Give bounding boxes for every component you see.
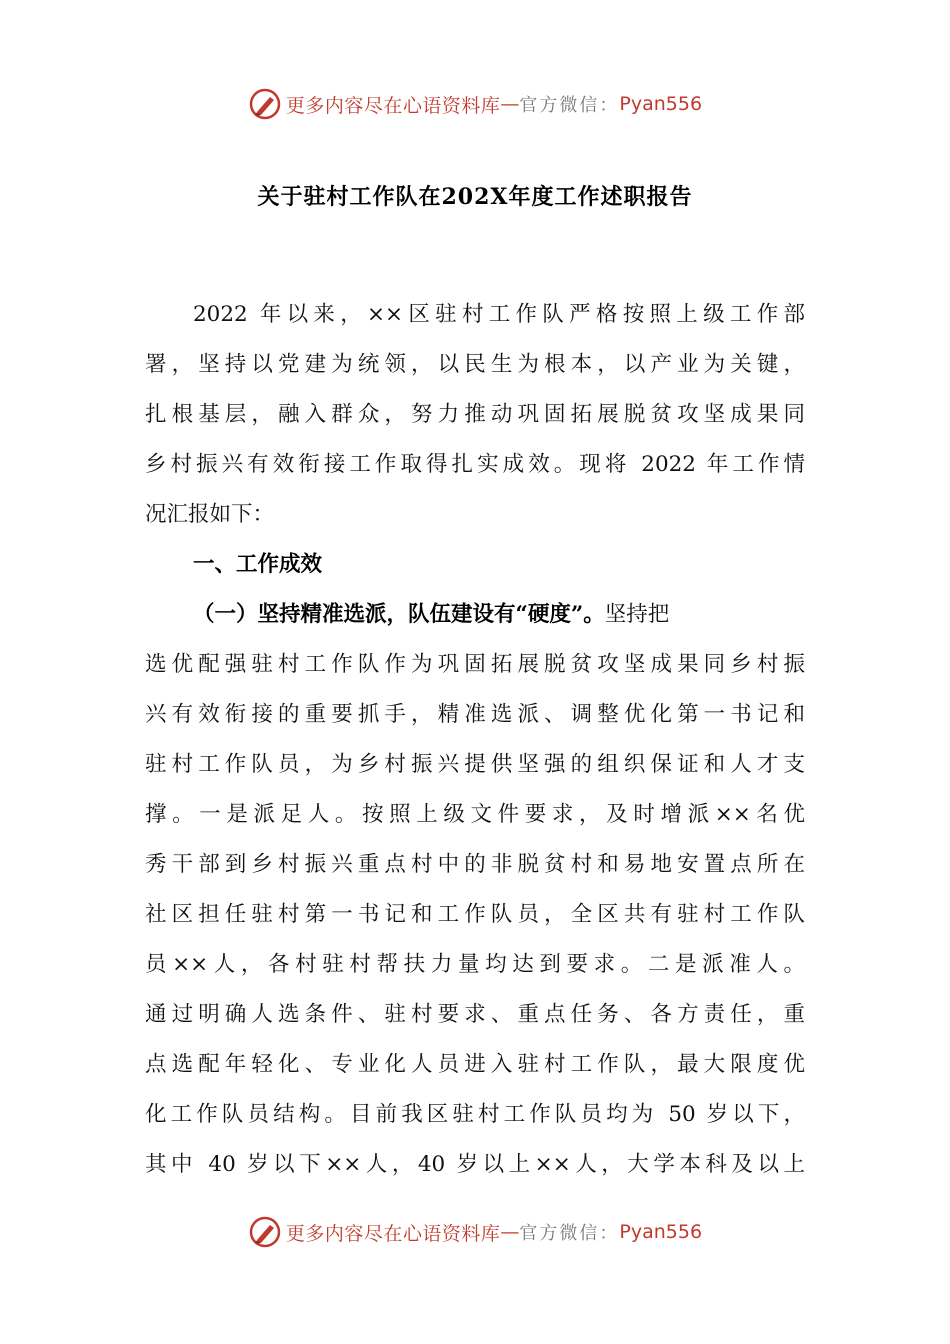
body-line: 社区担任驻村第一书记和工作队员，全区共有驻村工作队 [145, 902, 805, 927]
body-line: 点选配年轻化、专业化人员进入驻村工作队，最大限度优 [145, 1052, 805, 1077]
document-title: 关于驻村工作队在202X年度工作述职报告 [257, 184, 693, 210]
watermark-brand: 更多内容尽在心语资料库 [285, 94, 501, 117]
watermark-label: 官方微信： [519, 95, 620, 116]
watermark-dash: — [500, 93, 520, 115]
watermark-brand: 更多内容尽在心语资料库 [285, 1222, 501, 1245]
body-line: 乡村振兴有效衔接工作取得扎实成效。现将 2022 年工作情 [145, 452, 805, 477]
body-line: 选优配强驻村工作队作为巩固拓展脱贫攻坚成果同乡村振 [145, 652, 805, 677]
watermark-wechat-id: Pyan556 [619, 93, 703, 115]
watermark-wechat-id: Pyan556 [619, 1221, 703, 1243]
body-line-tail: 坚持把 [604, 602, 670, 627]
body-line: 兴有效衔接的重要抓手，精准选派、调整优化第一书记和 [145, 702, 805, 727]
header-watermark [0, 84, 950, 124]
body-line: 其中 40 岁以下××人，40 岁以上××人，大学本科及以上 [145, 1152, 805, 1177]
body-line: 化工作队员结构。目前我区驻村工作队员均为 50 岁以下， [145, 1102, 805, 1127]
body-line: 扎根基层，融入群众，努力推动巩固拓展脱贫攻坚成果同 [145, 402, 805, 427]
subsection-heading: （一）坚持精准选派，队伍建设有“硬度”。 [193, 602, 605, 627]
body-line: 撑。一是派足人。按照上级文件要求，及时增派××名优 [145, 802, 805, 827]
body-line: 况汇报如下： [145, 502, 275, 527]
section-heading: 一、工作成效 [193, 552, 323, 577]
document-body [145, 290, 805, 1190]
footer-watermark [0, 1212, 950, 1252]
body-line: 2022 年以来，××区驻村工作队严格按照上级工作部 [193, 302, 805, 327]
body-line: 署，坚持以党建为统领，以民生为根本，以产业为关键， [145, 352, 805, 377]
body-line: 通过明确人选条件、驻村要求、重点任务、各方责任，重 [145, 1002, 805, 1027]
watermark-label: 官方微信： [519, 1223, 620, 1244]
body-line [145, 590, 805, 640]
body-line: 驻村工作队员，为乡村振兴提供坚强的组织保证和人才支 [145, 752, 805, 777]
pen-logo-icon [248, 87, 282, 121]
pen-logo-icon [248, 1215, 282, 1249]
body-line: 秀干部到乡村振兴重点村中的非脱贫村和易地安置点所在 [145, 852, 805, 877]
body-line: 员××人，各村驻村帮扶力量均达到要求。二是派准人。 [145, 952, 805, 977]
watermark-dash: — [500, 1221, 520, 1243]
